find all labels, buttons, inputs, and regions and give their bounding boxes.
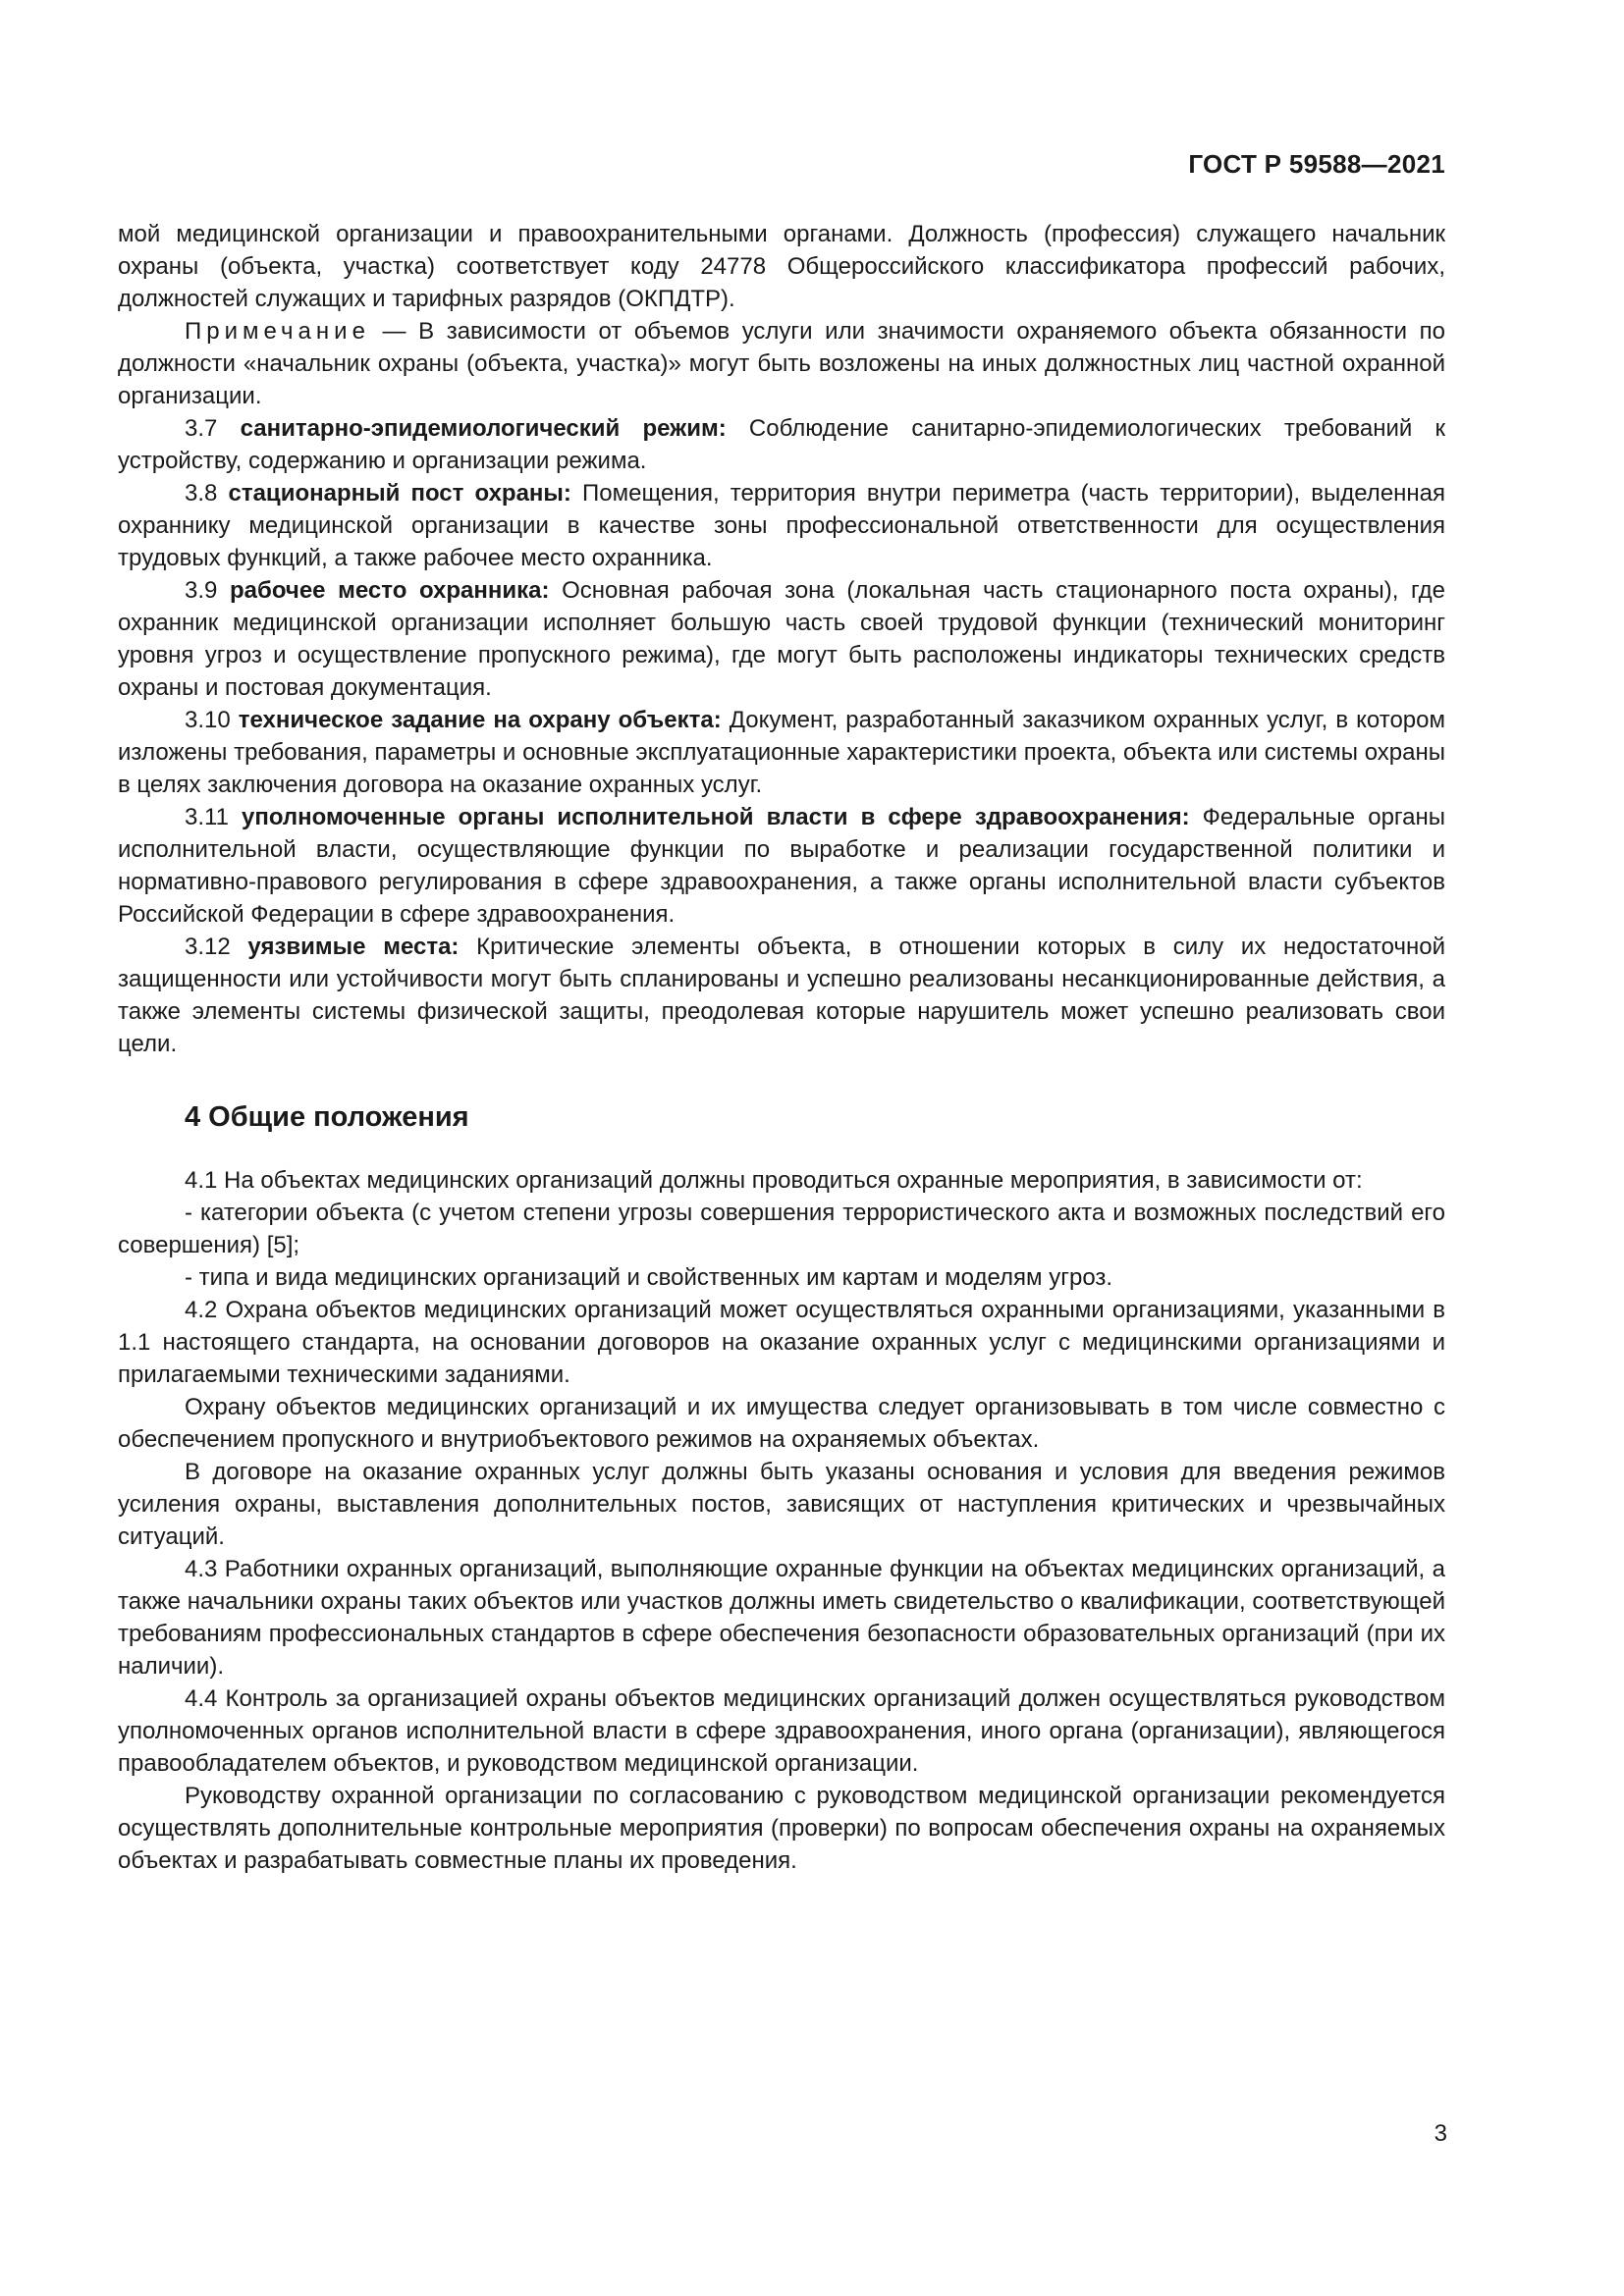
paragraph-4-3: 4.3 Работники охранных организаций, выполняющие охранные функции на объектах медицинских организаций, а также начальники охраны таких объектов или участков должны иметь свидетельство о квалификации, соответствующей требованиям профессиональных стандартов в сфере обеспечения безопасности образовательных организаций (при их наличии). [118,1556,1445,1680]
definition-term: санитарно-эпидемиологический режим: [240,415,727,442]
paragraph-4-4: 4.4 Контроль за организацией охраны объектов медицинских организаций должен осуществляться руководством уполномоченных органов исполнительной власти в сфере здравоохранения, иного органа (организации), являющегося правообладателем объектов, и руководством медицинской организации. [118,1685,1445,1777]
definition-3-7 [118,412,1445,477]
definition-number: 3.8 [185,480,229,507]
definition-3-10 [118,704,1445,801]
definition-3-9 [118,574,1445,704]
page-content [118,218,1445,1877]
paragraph-4-2-protection: Охрану объектов медицинских организаций и их имущества следует организовывать в том числе совместно с обеспечением пропускного и внутриобъектового режимов на охраняемых объектах. [118,1394,1445,1453]
definition-term: уполномоченные органы исполнительной власти в сфере здравоохранения: [242,804,1190,830]
definition-text: Помещения, территория внутри периметра (часть территории), выделенная охраннику медицинской организации в качестве зоны профессиональной ответственности для осуществления трудовых функций, а также рабочее место охранника. [118,480,1446,571]
definition-term: уязвимые места: [247,934,460,960]
list-item-type: - типа и вида медицинских организаций и свойственных им картам и моделям угроз. [185,1264,1113,1291]
section-heading: 4 Общие положения [185,1101,469,1133]
list-item-category: - категории объекта (с учетом степени угрозы совершения террористического акта и возможных последствий его совершения) [5]; [118,1200,1445,1258]
page-number: 3 [1434,2120,1447,2147]
definition-3-12 [118,931,1445,1060]
paragraph-4-2-contract: В договоре на оказание охранных услуг должны быть указаны основания и условия для введения режимов усиления охраны, выставления дополнительных постов, зависящих от наступления критических и чрезвычайных ситуаций. [118,1459,1445,1550]
definition-term: рабочее место охранника: [229,577,550,604]
definition-number: 3.7 [185,415,241,442]
definition-number: 3.9 [185,577,230,604]
definition-text: Соблюдение санитарно-эпидемиологических требований к устройству, содержанию и организации режима. [118,415,1445,474]
definition-3-11 [118,801,1445,931]
definition-text: Основная рабочая зона (локальная часть стационарного поста охраны), где охранник медицинской организации исполняет большую часть своей трудовой функции (технический мониторинг уровня угроз и осуществление пропускного режима), где могут быть расположены индикаторы технических средств охраны и постовая документация. [118,577,1446,701]
continuation-paragraph: мой медицинской организации и правоохранительными органами. Должность (профессия) служащего начальник охраны (объекта, участка) соответствует коду 24778 Общероссийского классификатора профессий рабочих, должностей служащих и тарифных разрядов (ОКПДТР). [118,221,1445,312]
note-text: — В зависимости от объемов услуги или значимости охраняемого объекта обязанности по должности «начальник охраны (объекта, участка)» могут быть возложены на иных должностных лиц частной охранной организации. [118,318,1445,409]
document-code: ГОСТ Р 59588—2021 [1188,149,1445,179]
note [118,315,1445,412]
definition-number: 3.10 [185,707,239,733]
definition-3-8 [118,477,1445,574]
definition-term: техническое задание на охрану объекта: [238,707,722,733]
definition-text: Критические элементы объекта, в отношении которых в силу их недостаточной защищенности или устойчивости могут быть спланированы и успешно реализованы несанкционированные действия, а также элементы системы физической защиты, преодолевая которые нарушитель может успешно реализовать свои цели. [118,934,1445,1057]
note-label: Примечание [185,318,370,345]
definition-text: Документ, разработанный заказчиком охранных услуг, в котором изложены требования, параметры и основные эксплуатационные характеристики проекта, объекта или системы охраны в целях заключения договора на оказание охранных услуг. [118,707,1445,798]
paragraph-4-4-management: Руководству охранной организации по согласованию с руководством медицинской организации рекомендуется осуществлять дополнительные контрольные мероприятия (проверки) по вопросам обеспечения охраны на охраняемых объектах и разрабатывать совместные планы их проведения. [118,1783,1445,1874]
definition-text: Федеральные органы исполнительной власти, осуществляющие функции по выработке и реализации государственной политики и нормативно-правового регулирования в сфере здравоохранения, а также органы исполнительной власти субъектов Российской Федерации в сфере здравоохранения. [118,804,1445,928]
paragraph-4-2: 4.2 Охрана объектов медицинских организаций может осуществляться охранными организациями, указанными в 1.1 настоящего стандарта, на основании договоров на оказание охранных услуг с медицинскими организациями и прилагаемыми техническими заданиями. [118,1297,1445,1388]
definition-number: 3.12 [185,934,248,960]
definition-number: 3.11 [185,804,242,830]
definition-term: стационарный пост охраны: [228,480,571,507]
paragraph-4-1: 4.1 На объектах медицинских организаций должны проводиться охранные мероприятия, в зависимости от: [185,1167,1363,1194]
